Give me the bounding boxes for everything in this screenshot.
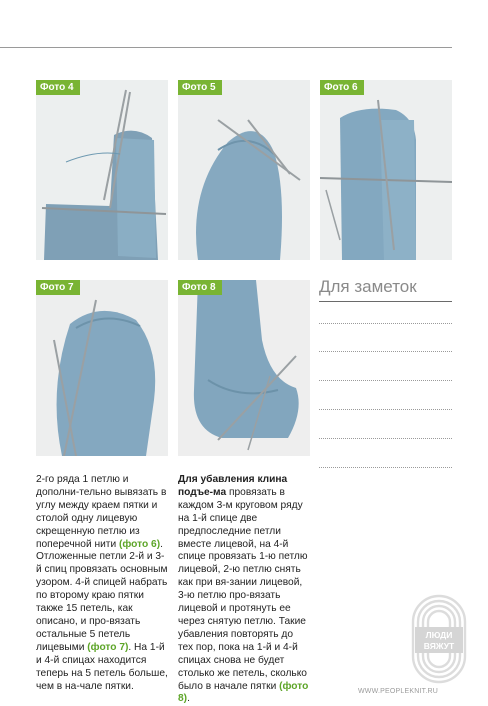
notes-title: Для заметок bbox=[319, 277, 417, 296]
col2-text-2: . bbox=[187, 693, 190, 705]
col1-text-1: 2-го ряда 1 петлю и дополни-тельно вывязать в углу между краем пятки и столой одну лицевую скрещенную петлю из поперечной нити bbox=[36, 474, 167, 550]
photo-6-ref: (фото 6) bbox=[118, 538, 161, 550]
notes-line bbox=[319, 409, 452, 410]
photo-8-label: Фото 8 bbox=[178, 280, 222, 295]
photo-8-ref: (фото 8) bbox=[178, 680, 309, 705]
text-column-2 bbox=[178, 474, 310, 706]
photo-4-label: Фото 4 bbox=[36, 80, 80, 95]
people-knit-logo bbox=[410, 593, 468, 685]
footer-url[interactable]: WWW.PEOPLEKNIT.RU bbox=[358, 688, 439, 695]
notes-line bbox=[319, 380, 452, 381]
top-rule bbox=[0, 47, 452, 48]
notes-line bbox=[319, 467, 452, 468]
photo-6 bbox=[320, 80, 452, 260]
col2-text-1: провязать в каждом 3-м круговом ряду на 1-й спице две предпоследние петли вместе лицевой, на 4-й спице провязать 1-ю петлю лицевой, 2-ю петлю снять как при вя-зании лицевой, 3-ю петлю про-вязать лицевой и протянуть ее через снятую петлю. Такие убавления повторять до тех пор, пока на 1-й и 4-й спицах снова не будет столько же петель, сколько было в начале пятки bbox=[178, 486, 308, 692]
photo-6-label: Фото 6 bbox=[320, 80, 364, 95]
col1-text-2: . Отложенные петли 2-й и 3-й спиц провязать основным узором. 4-й спицей набрать по второму краю пятки также 15 петель, как описано, и про-вязать остальные 5 петель лицевыми bbox=[36, 538, 168, 653]
logo-line-1: ЛЮДИ bbox=[425, 630, 453, 640]
photo-5-label: Фото 5 bbox=[178, 80, 222, 95]
col2-bold-lead: Для убавления клина подъе-ма bbox=[178, 474, 288, 498]
logo-line-2: ВЯЖУТ bbox=[423, 641, 455, 651]
photo-5 bbox=[178, 80, 310, 260]
photo-7-ref: (фото 7) bbox=[87, 641, 129, 653]
photo-7 bbox=[36, 280, 168, 456]
notes-line bbox=[319, 323, 452, 324]
text-column-1 bbox=[36, 474, 168, 693]
photo-4 bbox=[36, 80, 168, 260]
photo-8 bbox=[178, 280, 310, 456]
notes-line bbox=[319, 351, 452, 352]
col1-text-3: . На 1-й и 4-й спицах находится теперь на 5 петель больше, чем в на-чале пятки. bbox=[36, 641, 168, 692]
notes-line bbox=[319, 438, 452, 439]
photo-7-label: Фото 7 bbox=[36, 280, 80, 295]
notes-underline bbox=[319, 301, 452, 302]
